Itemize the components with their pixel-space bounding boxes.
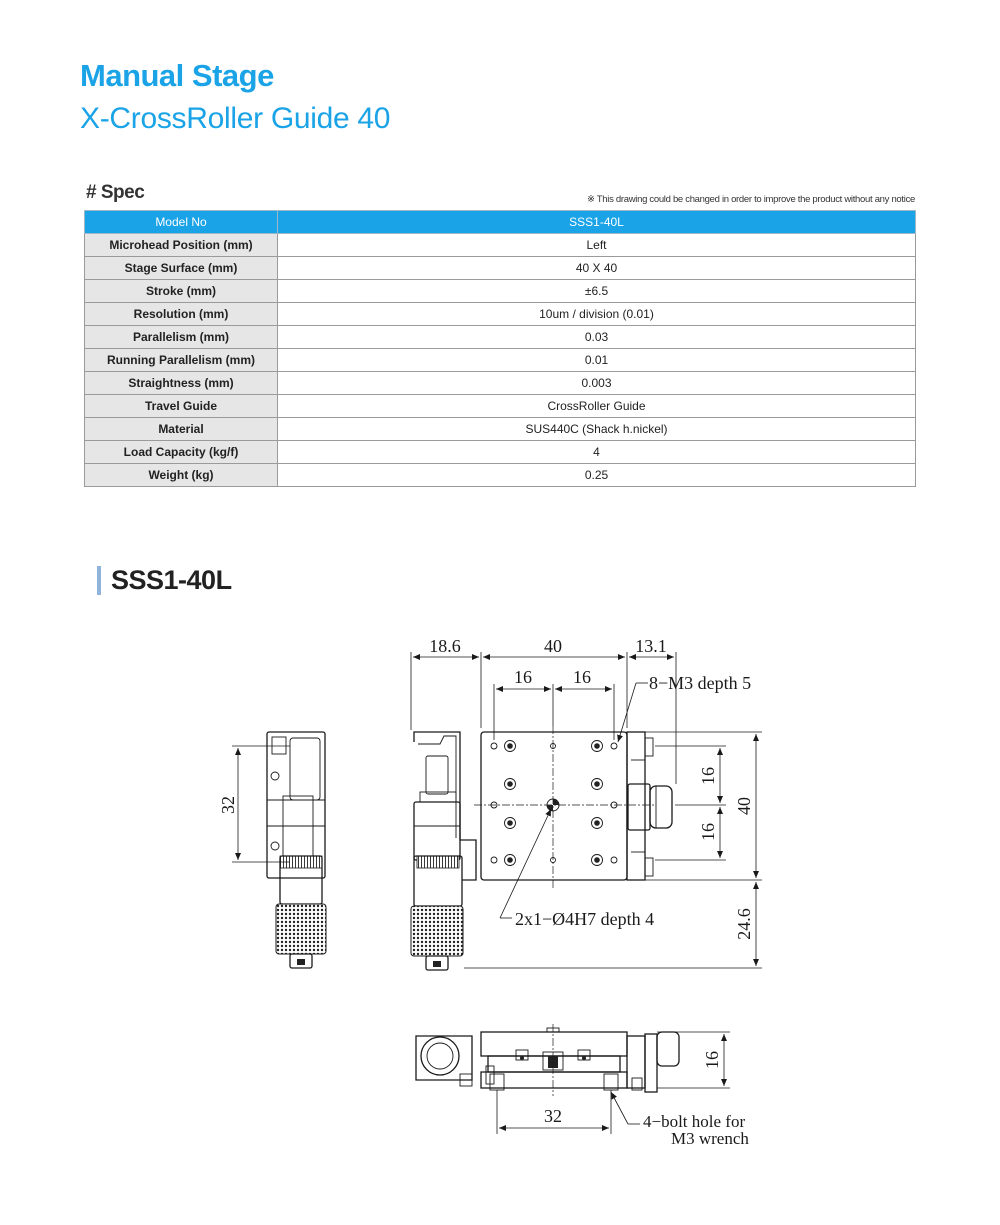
dim-40-right: 40 — [734, 797, 754, 815]
spec-header-label: Model No — [85, 211, 278, 234]
dim-40-top: 40 — [544, 636, 562, 656]
spec-value: 10um / division (0.01) — [278, 303, 916, 326]
dim-16-r1: 16 — [698, 767, 718, 785]
top-knob-knurled — [411, 906, 463, 956]
page-subtitle: X-CrossRoller Guide 40 — [80, 102, 391, 135]
spec-label: Load Capacity (kg/f) — [85, 441, 278, 464]
note-bolt-holes-line2: M3 wrench — [671, 1129, 749, 1148]
spec-value: ±6.5 — [278, 280, 916, 303]
dim-13-1: 13.1 — [635, 636, 667, 656]
spec-heading: # Spec — [86, 182, 145, 203]
spec-label: Stage Surface (mm) — [85, 257, 278, 280]
spec-label: Stroke (mm) — [85, 280, 278, 303]
dim-16-b: 16 — [573, 667, 591, 687]
page-title: Manual Stage — [80, 58, 274, 93]
side-spindle-housing — [290, 738, 320, 800]
dim-16-r2: 16 — [698, 823, 718, 841]
side-ratchet-tip — [297, 959, 305, 965]
top-view — [411, 636, 762, 970]
spec-value: CrossRoller Guide — [278, 395, 916, 418]
spec-value: 0.25 — [278, 464, 916, 487]
spec-label: Parallelism (mm) — [85, 326, 278, 349]
front-lock-knob — [657, 1032, 679, 1066]
side-bracket — [272, 737, 286, 754]
side-view — [218, 732, 326, 968]
front-micrometer-housing — [416, 1036, 472, 1080]
stage-lock-knob — [650, 786, 672, 828]
spec-label: Material — [85, 418, 278, 441]
spec-notice: ※ This drawing could be changed in order to improve the product without any notice — [586, 194, 915, 205]
spec-value: 0.03 — [278, 326, 916, 349]
spec-value: Left — [278, 234, 916, 257]
side-knob-knurled — [276, 904, 326, 954]
spec-value: 40 X 40 — [278, 257, 916, 280]
note-pin-holes: 2x1−Ø4H7 depth 4 — [515, 909, 655, 929]
note-bolt-holes-line1: 4−bolt hole for — [643, 1112, 746, 1131]
side-screw — [271, 772, 279, 780]
top-thimble-scale — [417, 856, 459, 868]
dim-18-6: 18.6 — [429, 636, 461, 656]
spec-header-value: SSS1-40L — [278, 211, 916, 234]
dim-16-a: 16 — [514, 667, 532, 687]
spec-value: 4 — [278, 441, 916, 464]
stage-clamp — [628, 784, 650, 830]
top-barrel — [414, 802, 460, 860]
dim-24-6: 24.6 — [734, 908, 754, 940]
note-tapped-holes: 8−M3 depth 5 — [649, 673, 752, 693]
stage-side-block — [627, 732, 645, 880]
front-view — [416, 1024, 749, 1148]
spec-value: 0.01 — [278, 349, 916, 372]
spec-label: Weight (kg) — [85, 464, 278, 487]
spec-label: Resolution (mm) — [85, 303, 278, 326]
front-clamp — [645, 1034, 657, 1092]
spec-label: Microhead Position (mm) — [85, 234, 278, 257]
top-spindle — [426, 756, 448, 794]
dim-32-side: 32 — [218, 796, 238, 814]
model-heading: SSS1-40L — [97, 566, 232, 595]
spec-label: Travel Guide — [85, 395, 278, 418]
side-screw — [271, 842, 279, 850]
spec-value: 0.003 — [278, 372, 916, 395]
spec-label: Straightness (mm) — [85, 372, 278, 395]
dim-32-bottom: 32 — [544, 1106, 562, 1126]
spec-label: Running Parallelism (mm) — [85, 349, 278, 372]
spec-value: SUS440C (Shack h.nickel) — [278, 418, 916, 441]
dim-16-bottom: 16 — [702, 1051, 722, 1069]
